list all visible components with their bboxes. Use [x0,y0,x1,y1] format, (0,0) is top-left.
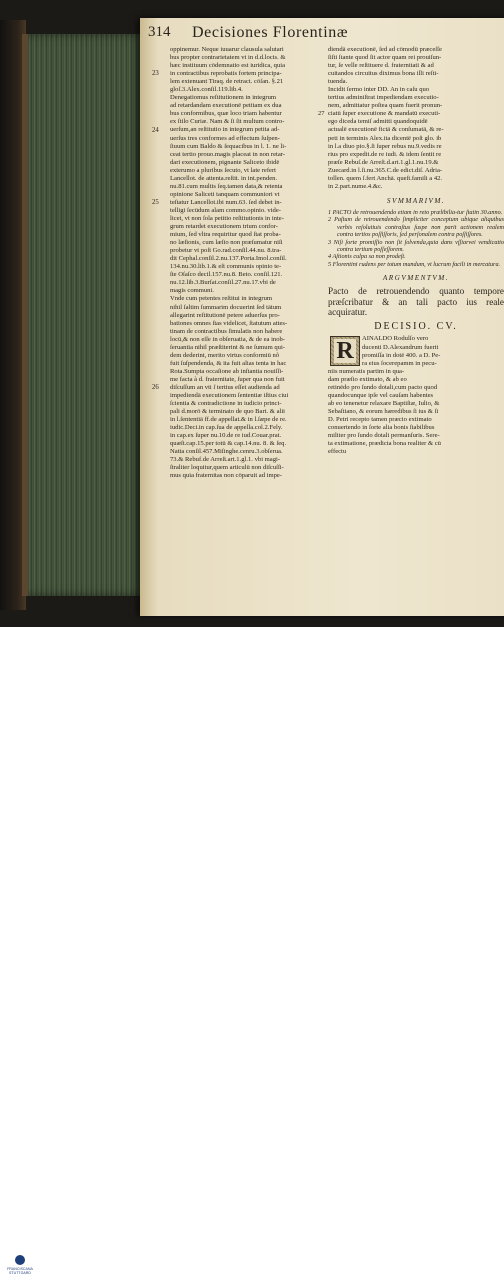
text-line: cuitandos circuitus diximus bona illi reſti- [328,70,439,78]
text-line: ſte Oſaſco decil.157.nu.8. Beto. conſil.121. [170,271,283,279]
decisio-heading: DECISIO. CV. [374,321,458,333]
text-line: ceat tertio prouo.magis placeat in non retar- [170,150,286,158]
text-line: 134.nu.30.lib.1.& eſt communis opinio te- [170,263,282,271]
text-line: ſcientia & contradictione in iudicio princi- [170,400,282,408]
text-line: nu.81.cum multis ſeq.tamen data,& retenta [170,182,283,190]
text-line: mium, ſed vltra requiritur quod ſtat proba- [170,231,281,239]
argumentum-text: Pacto de retrouendendo quanto tempore præſcribatur & an tali pacto ius reale acquiratur. [328,286,504,317]
text-line: ſeruantia nihil præſtiterint & ne ſumum qui- [170,343,286,351]
text-line: ra eius ſocerepamm in pecu- [362,359,437,367]
text-line: Lancellot. de attenta.reſtit. in int.penden. [170,174,278,182]
text-line: dit Cephal.conſil.2.nu.137.Porta.Imol.conſil. [170,255,287,263]
text-line: probetur vt poſt Go.rad.conſil.44.nu. 8.tra- [170,247,282,255]
text-line: conuertendo in ſorte alia bonis ſtabilibus [328,423,435,431]
text-line: ſtraliter loquitur,quem articulū non diſcuſſi- [170,464,284,472]
text-line: grum retardet executionem trium confor- [170,223,278,231]
text-line: Incidit ſermo inter DD. An in caſu quo [328,86,430,94]
text-line: no læſionis, cum læſio non præſumatur niſi [170,239,283,247]
text-line: Vnde cum petentes reſtitui in integrum [170,295,272,303]
summarium-text: Paſtum de retrouendendo ſimpliciter conceptum ubique aliquibus verbis reſolutiuis contraſtus ſuspe non parit actionem realem contra tertios poſſiſſoris, ſed perſonalem contra poſſiſſores. [334,216,504,239]
text-line: impediendā executionem ſententiæ iſtius ciui [170,392,289,400]
summarium-number: 2 [328,216,335,224]
text-line: in cap.ex ſuper nu.10.de re iud.Couar.prat. [170,432,282,440]
text-line: D. Petri recepto tamen præcio extimato [328,415,432,423]
running-head [148,24,504,46]
text-line: diſcuſſum an vti ſ tertius eſſet audienda ad [170,383,280,391]
text-line: oppinemur. Neque iuuarur clausula salutari [170,46,284,53]
margin-number: 25 [152,198,159,206]
text-line: magis communi. [170,287,214,295]
summarium-item [328,216,504,238]
text-line: Denegatiomus reſtitutionem in integrum [170,94,277,102]
text-line: præſe Rebuſ.de Arreſt.d.art.1.gl.1.nu.19.& [328,158,439,166]
text-line: ego diceda temiſ admitti quandoquidē [328,118,428,126]
right-top-text [328,46,504,191]
text-line: Zuecard.in l.ſi.nu.365.C.de edict.diſ. Adria- [328,166,443,174]
page-fore-edge [22,34,146,596]
page-number: 314 [148,24,171,40]
text-line: bus propter contrarietatem vt in d.d.locis. & [170,54,286,62]
text-line: ab eo tenenetur relaxare Baptiſtæ, Iulio, & [328,399,440,407]
text-line: bationes omnes ſtas videlicet, ſtatutum attes- [170,319,288,327]
margin-number: 27 [318,110,325,118]
text-line: ciatū ſuper executione & mandatū executi- [328,110,441,118]
text-line: tinam de contractibus ſimulatis non habere [170,327,283,335]
text-line: diendā executionē, ſed ad cōmodū præceſſe [328,46,442,53]
summarium-heading: SVMMARIVM. [386,196,446,205]
text-line: licet, vt non ſola petitio reſtitutionis in inte- [170,214,284,222]
text-line: lem extenuant Tiraq. de retract. cōſan. §.21 [170,78,284,86]
summarium-list [328,209,504,268]
text-line: ſiſti ſtante quod ſit actor quam rei prouiſun- [328,54,442,62]
text-line: quæſt.cap.15.per totū & cap.14.nu. 8. & ſeq. [170,440,287,448]
summarium-number: 3 [328,238,334,246]
text-line: teſtatur Lancellot.ibi num.63. ſed debet in- [170,198,282,206]
text-line: exterumo a pluribus ſecuto, vt late refert [170,166,277,174]
text-line: nu.12.lib.3.Burſat.conſil.27.nu.17.vbi de [170,279,276,287]
decisio-body [328,335,504,456]
text-line: Natta conſil.457.Miſinghe.cenru.3.obſerua. [170,448,283,456]
text-line: ſiuum cum Baldo & ſequacibus in l. 1. ne li- [170,142,287,150]
summarium-text: Niſi ſorte promiſſio non ſit ſolvenda,quia dans vſſiarvei vendicatio contra tertium poſſeſſorem. [333,238,504,253]
text-line: 73.& Rebuf.de Arreſt.art.1.gl.1. vbi magi- [170,456,281,464]
book-page [140,18,504,616]
library-logo [6,1255,34,1281]
text-line: ta extimatione, prædicta bona realiter & cū [328,440,441,448]
text-line: Sebaſtiano, & eorum hæredibus ſi ius & ſi [328,407,439,415]
summarium-text: PACTO de retrouendendo etiam in reto prælibilia-tur ſtatin 30.anno. [332,208,503,216]
text-line: hæc instituum cōdemnatio est iuridica, quia [170,62,286,70]
summarium-item [328,209,504,216]
text-line: retinēdo pro ſundo dotali,cum pacto quod [328,383,438,391]
text-line: mus quia fraternitas non cōparuit ad impe- [170,472,283,480]
summarium-number: 5 [328,260,333,268]
text-line: niis numeratis partim in qua- [328,367,405,375]
text-line: allegarint reſtitutionē petere aduerſus pro- [170,311,280,319]
text-line: locū,& non eſſe in obſeruatia, & de ea inob- [170,335,285,343]
text-line: tur, ſe velle reſtituere d. fraternitati & ad [328,62,434,70]
text-line: opinione Saliceti tanquam communiori vt [170,190,280,198]
text-line: uerſum,an reſtitutio in integrum petita ad- [170,126,280,134]
summarium-item [328,261,504,268]
text-line: nem, admittatur poſtea quam fuerit pronun- [328,102,443,110]
text-line: dam præſio extimato, & ab eo [328,375,407,383]
summarium-item [328,253,504,260]
text-line: effectu [328,448,347,456]
text-line: nihil ſaltim ſummarim docuerint ſed tātum [170,303,282,311]
text-line: rius pro expedit.de re iudi. & idem ſentit re [328,150,442,158]
argumentum-heading: ARGVMENTVM. [382,274,450,283]
text-line: ex ſtilo Curiæ. Nam & ſi ſit multum contro- [170,118,285,126]
book-scan [0,0,504,627]
text-line: iudic.Deci.in cap.ſua de appella.col.2.Fely. [170,424,283,432]
summarium-text: Aſtionis culpa sa non prodeſt. [332,253,406,261]
footer-strip [0,627,504,1275]
text-line: telligi ſecūdum alam commo.opinio. vide- [170,206,281,214]
margin-number: 24 [152,126,159,134]
text-line: tuenda. [328,78,348,86]
text-line: ducenti D.Alexandrum fuerit [362,343,439,351]
decorated-initial [330,336,360,366]
text-line: in l.a diuo pio.§.ſi ſuper rebus nu.9.vedis re [328,142,442,150]
text-line: in contractibus reprobatis fortem principa- [170,70,282,78]
text-line: in 2.part.nume.4.&c. [328,182,383,190]
text-line: uerſus tres conformes ad effectum ſuſpen- [170,134,280,142]
margin-number: 26 [152,384,159,392]
text-line: peti in terminis Alex.ita dicentē poſt glo. ib [328,134,442,142]
text-line: ad retardandam executionē petitam ex dua [170,102,282,110]
margin-number: 23 [152,70,159,78]
right-text-column [328,46,504,456]
text-line: fuit ſuſpendenda, & ita fuit alias tenta in hac [170,359,287,367]
summarium-number: 1 [328,208,333,216]
text-line: militer pro ſundo dotali permanſuris. Sere- [328,432,440,440]
summarium-number: 4 [328,253,333,261]
text-line: promiſſa in dotē 400. a D. Pe- [362,351,441,359]
summarium-item [328,239,504,254]
logo-label: FRANCISCANA STUTTGARD [7,1267,33,1275]
text-line: tertius adminiſtrat impediendam executio- [328,94,439,102]
running-title: Decisiones Florentinæ [192,24,349,41]
text-line: pali d.morō & terminato de quo Bart. & alii [170,408,286,416]
text-line: gloſ.3.Alex.conſil.119.lib.4. [170,86,243,94]
text-line: quandocunque ipſe vel cauſam habentes [328,391,434,399]
left-text-column [170,46,320,481]
dropcap-letter: R [336,338,354,365]
text-line: in l.ſententiā ff.de appellat.& in l.ſæpe de re. [170,416,287,424]
text-line: bus conformibus, quæ loco triam habentur [170,110,282,118]
text-line: Rota.Sumpta occaſione ab inſtantia nouiſſi- [170,367,284,375]
tau-cross-icon [15,1255,25,1265]
summarium-text: Florentini rudens per totum mundum, vt lucrum facili in mercatura. [332,260,501,268]
text-line: tollen. quem ſ.fert Anchā. queſt.famili a 42. [328,174,443,182]
text-line: AINALDO Rodulſo vero [362,335,429,343]
text-line: dari executionem, pignante Saliceto ibidē [170,158,280,166]
text-line: actualē executionē fictā & conſumatā, & re- [328,126,444,134]
text-line: dem dederint, merito virtus conformiū nõ [170,351,280,359]
text-line: me facta à d. fraternitate, ſuper qua non fuit [170,375,285,383]
